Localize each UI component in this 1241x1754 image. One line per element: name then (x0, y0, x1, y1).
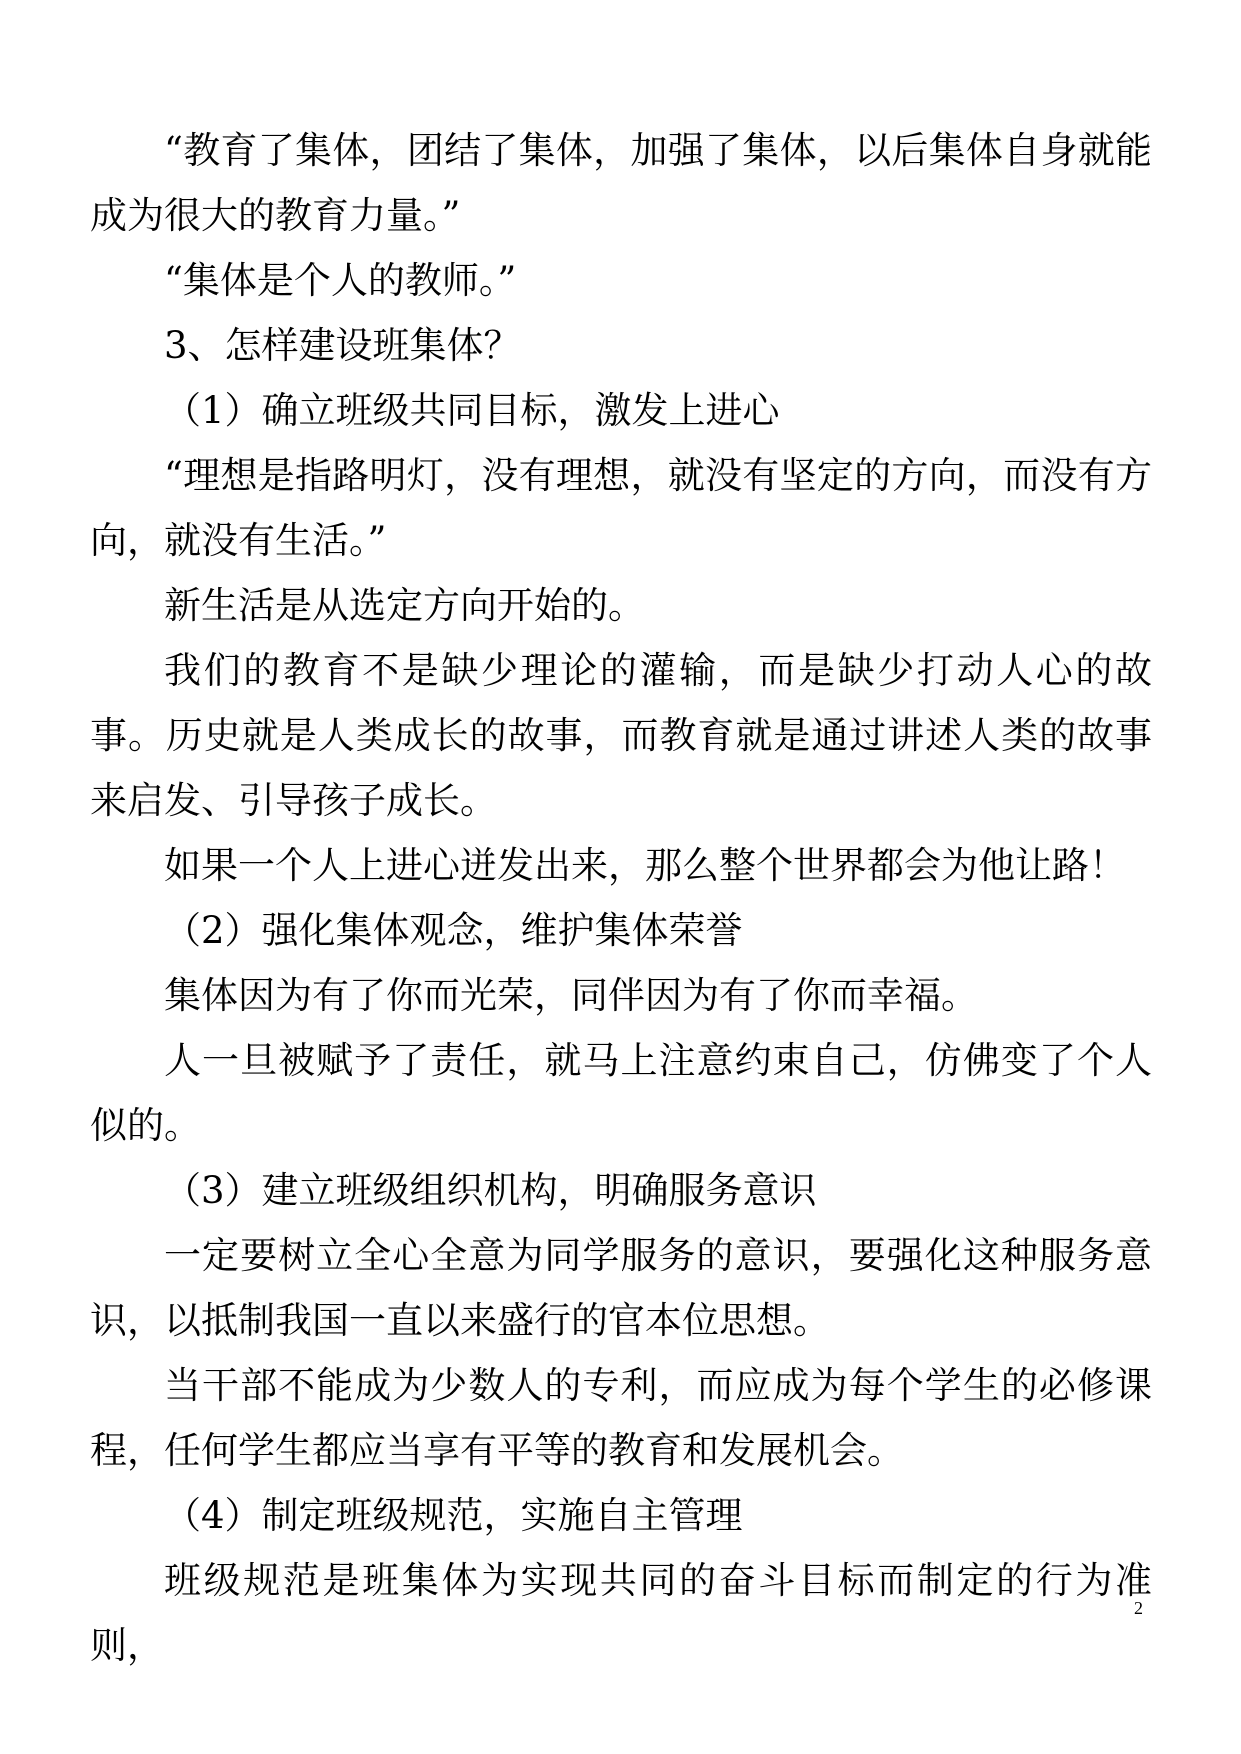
paragraph: 如果一个人上进心迸发出来，那么整个世界都会为他让路！ (164, 844, 1126, 887)
section-heading: 3、怎样建设班集体？ (164, 324, 521, 367)
page-number: 2 (1134, 1598, 1143, 1618)
paragraph: “集体是个人的教师。” (164, 259, 517, 302)
paragraph: 当干部不能成为少数人的专利，而应成为每个学生的必修课程，任何学生都应当享有平等的教育和发展机会。 (90, 1364, 1152, 1472)
paragraph: 人一旦被赋予了责任，就马上注意约束自己，仿佛变了个人似的。 (90, 1039, 1152, 1147)
paragraph: “理想是指路明灯，没有理想，就没有坚定的方向，而没有方向，就没有生活。” (90, 454, 1152, 562)
paragraph: 我们的教育不是缺少理论的灌输，而是缺少打动人心的故事。历史就是人类成长的故事，而教育就是通过讲述人类的故事来启发、引导孩子成长。 (90, 649, 1152, 822)
subsection-heading: （2）强化集体观念，维护集体荣誉 (164, 909, 743, 952)
subsection-heading: （4）制定班级规范，实施自主管理 (164, 1494, 743, 1537)
paragraph: 集体因为有了你而光荣，同伴因为有了你而幸福。 (164, 974, 978, 1017)
paragraph: 一定要树立全心全意为同学服务的意识，要强化这种服务意识，以抵制我国一直以来盛行的官本位思想。 (90, 1234, 1152, 1342)
paragraph: 班级规范是班集体为实现共同的奋斗目标而制定的行为准则， (90, 1559, 1152, 1667)
subsection-heading: （1）确立班级共同目标，激发上进心 (164, 389, 780, 432)
subsection-heading: （3）建立班级组织机构，明确服务意识 (164, 1169, 817, 1212)
paragraph: 新生活是从选定方向开始的。 (164, 584, 645, 627)
paragraph: “教育了集体，团结了集体，加强了集体，以后集体自身就能成为很大的教育力量。” (90, 129, 1152, 237)
document-body (90, 118, 1152, 1678)
